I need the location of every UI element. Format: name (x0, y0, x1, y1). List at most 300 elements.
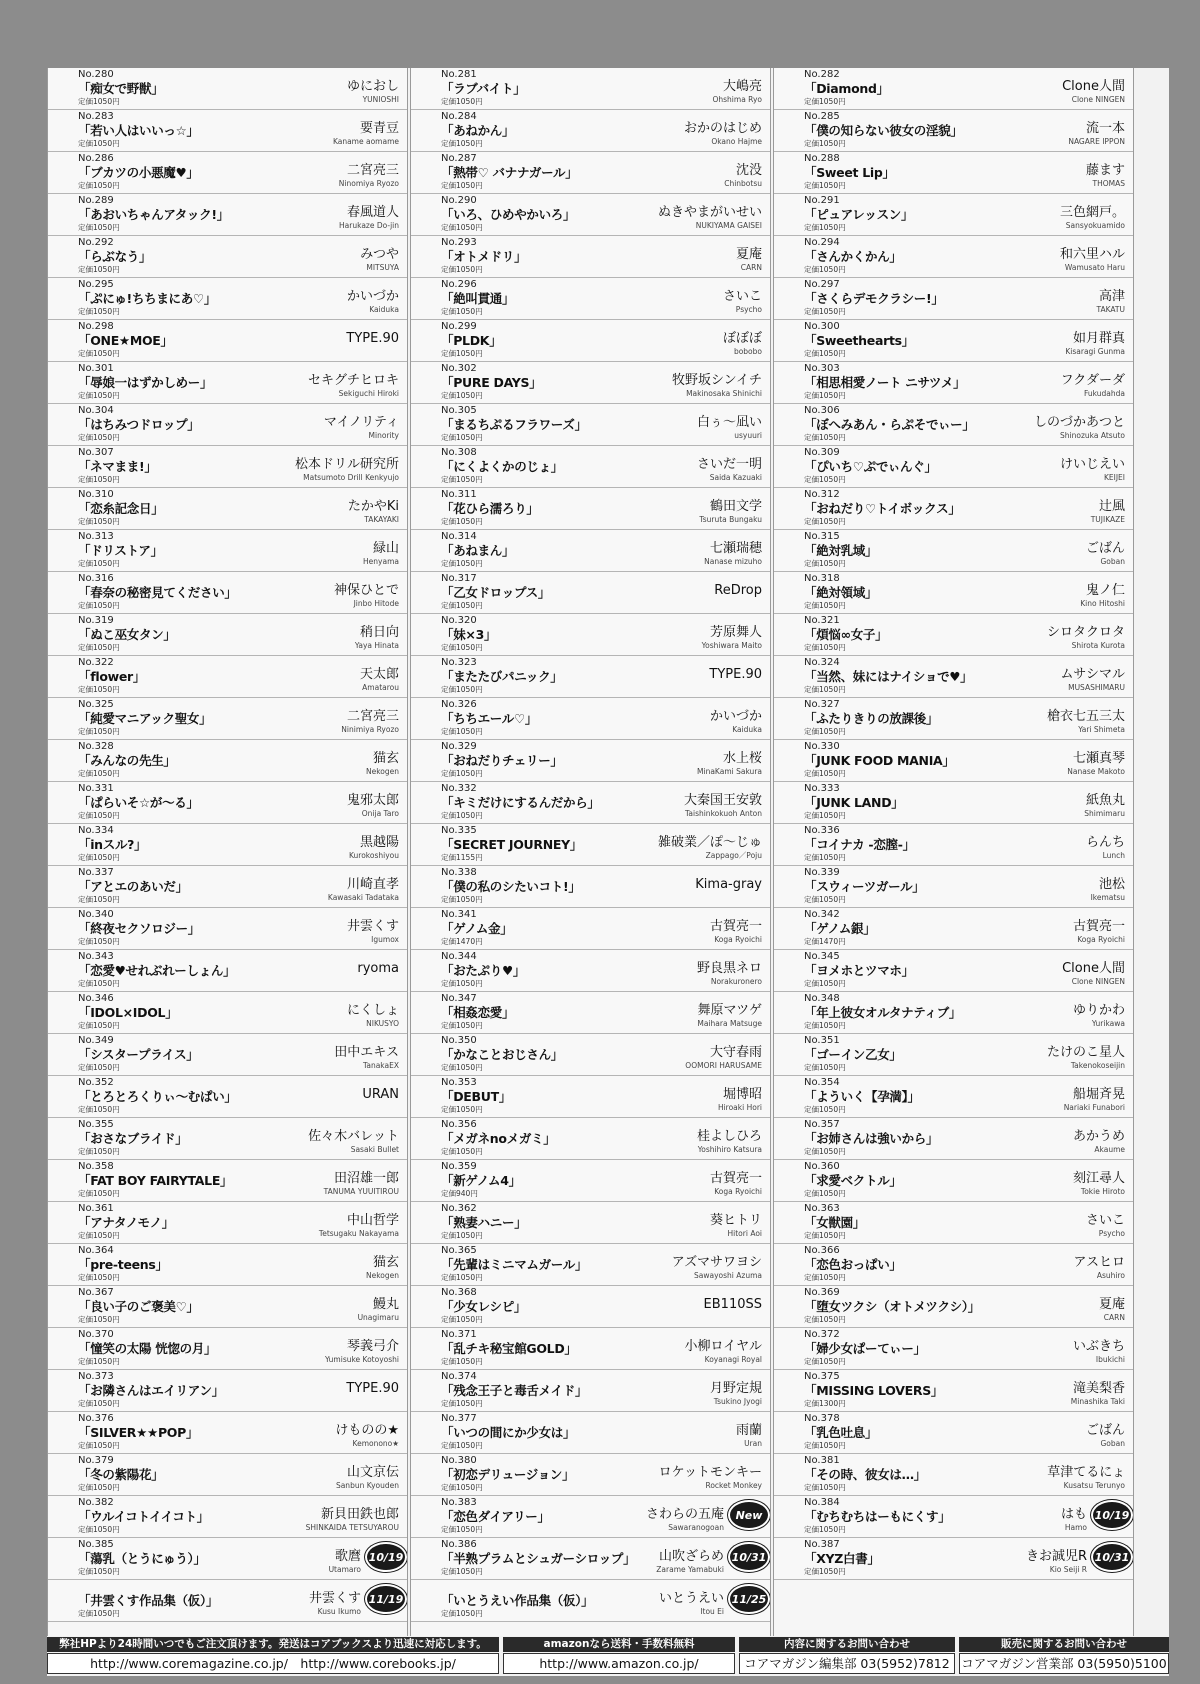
book-number: No.367 (78, 1287, 114, 1298)
book-title: 「絶対領域」 (804, 585, 878, 600)
book-number: No.283 (78, 111, 114, 122)
book-author-romaji: Saida Kazuaki (709, 473, 762, 482)
book-number: No.298 (78, 321, 114, 332)
book-author: 池松 (1098, 877, 1125, 892)
book-number: No.344 (441, 951, 477, 962)
book-author-romaji: Kio Seiji R (1049, 1565, 1087, 1574)
book-entry (411, 614, 770, 656)
book-number: No.379 (78, 1455, 114, 1466)
book-entry (411, 1244, 770, 1286)
book-author: アズマサワヨシ (671, 1255, 762, 1270)
book-author-romaji: Henyama (363, 557, 399, 566)
book-number: No.374 (441, 1371, 477, 1382)
book-number: No.337 (78, 867, 114, 878)
book-author-romaji: Tokie Hiroto (1080, 1187, 1125, 1196)
book-author-romaji: Itou Ei (700, 1607, 724, 1616)
book-entry (774, 656, 1133, 698)
book-author-romaji: Taishinkokuoh Anton (685, 809, 762, 818)
book-price: 定価1050円 (78, 1273, 120, 1282)
book-entry (411, 572, 770, 614)
book-author: 野良黒ネロ (696, 961, 762, 976)
footer-amazon-info (503, 1636, 735, 1676)
book-author-romaji: Rocket Monkey (705, 1481, 762, 1490)
book-title: 「婦少女ぱーてぃー」 (804, 1341, 926, 1356)
book-number: No.363 (804, 1203, 840, 1214)
book-author: フクダーダ (1060, 373, 1125, 388)
book-title: 「恋糸記念日」 (78, 501, 164, 516)
book-title: 「ゲノム金」 (441, 921, 513, 936)
book-price: 定価1050円 (441, 1483, 483, 1492)
book-number: No.316 (78, 573, 114, 584)
book-author-romaji: Onija Taro (361, 809, 399, 818)
book-title: 「シスタープライス」 (78, 1047, 199, 1062)
book-number: No.373 (78, 1371, 114, 1382)
book-title: 「年上彼女オルタナティブ」 (804, 1005, 962, 1020)
book-author-romaji: Sawaranogoan (668, 1523, 724, 1532)
book-author: 刻江尋人 (1072, 1171, 1125, 1186)
book-author: TYPE.90 (346, 1381, 399, 1396)
book-title: 「いろ、ひめやかいろ」 (441, 207, 576, 222)
book-title: 「PURE DAYS」 (441, 375, 542, 390)
book-author-romaji: Amatarou (362, 683, 399, 692)
book-number: No.375 (804, 1371, 840, 1382)
book-author-romaji: Harukaze Do-jin (339, 221, 399, 230)
book-entry (411, 1496, 770, 1538)
book-price: 定価1050円 (804, 1357, 846, 1366)
book-price: 定価1050円 (804, 1315, 846, 1324)
book-title: 「MISSING LOVERS」 (804, 1383, 944, 1398)
catalog-column (773, 68, 1134, 1638)
book-author: たかやKi (347, 499, 399, 514)
book-price: 定価1050円 (78, 559, 120, 568)
book-title: 「スウィーツガール」 (804, 879, 925, 894)
book-author: 辻風 (1098, 499, 1125, 514)
book-author: 松本ドリル研究所 (294, 457, 399, 472)
book-author-romaji: THOMAS (1092, 179, 1125, 188)
book-author-romaji: Kino Hitoshi (1080, 599, 1125, 608)
book-author-romaji: NAGARE IPPON (1068, 137, 1125, 146)
book-title: 「ヨメホとツマホ」 (804, 963, 914, 978)
book-entry (411, 908, 770, 950)
book-number: No.370 (78, 1329, 114, 1340)
book-entry (411, 278, 770, 320)
book-number: No.339 (804, 867, 840, 878)
book-author: ゆにおし (346, 79, 399, 94)
book-price: 定価1050円 (804, 223, 846, 232)
footer-amazon-url[interactable]: http://www.amazon.co.jp/ (503, 1653, 735, 1674)
book-author-romaji: Fukudahda (1084, 389, 1125, 398)
book-number: No.311 (441, 489, 477, 500)
book-author: ryoma (357, 961, 399, 976)
book-price: 定価1050円 (441, 1609, 483, 1618)
book-price: 定価1050円 (78, 1399, 120, 1408)
book-title: 「良い子のご褒美♡」 (78, 1299, 199, 1314)
book-author-romaji: Hitori Aoi (727, 1229, 762, 1238)
book-title: 「flower」 (78, 669, 146, 684)
book-number: No.353 (441, 1077, 477, 1088)
book-entry (774, 782, 1133, 824)
book-entry (411, 1454, 770, 1496)
book-author-romaji: Ibukichi (1095, 1355, 1125, 1364)
book-author-romaji: MITSUYA (366, 263, 399, 272)
book-number: No.281 (441, 69, 477, 80)
book-number: No.305 (441, 405, 477, 416)
book-entry (48, 1034, 407, 1076)
book-number: No.287 (441, 153, 477, 164)
book-entry (48, 698, 407, 740)
book-price: 定価1050円 (804, 601, 846, 610)
book-title: 「みんなの先生」 (78, 753, 176, 768)
book-price: 定価1050円 (441, 1021, 483, 1030)
book-price: 定価1050円 (441, 979, 483, 988)
book-number: No.341 (441, 909, 477, 920)
book-author-romaji: YUNIOSHI (362, 95, 399, 104)
book-title: 「キミだけにするんだから」 (441, 795, 600, 810)
book-author-romaji: KEIJEI (1103, 473, 1125, 482)
footer-order-urls[interactable]: http://www.coremagazine.co.jp/ http://www.corebooks.jp/ (47, 1653, 499, 1674)
book-price: 定価1050円 (804, 1441, 846, 1450)
book-author-romaji: Minashika Taki (1070, 1397, 1125, 1406)
book-title: 「ぴいち♡ぷでぃんぐ」 (804, 459, 937, 474)
book-price: 定価1155円 (441, 853, 483, 862)
book-number: No.366 (804, 1245, 840, 1256)
book-title: 「ぬこ巫女タン」 (78, 627, 176, 642)
book-title: 「妹×3」 (441, 627, 497, 642)
book-author-romaji: Igumox (371, 935, 399, 944)
book-number: No.355 (78, 1119, 114, 1130)
book-author: 歌麿 (334, 1549, 361, 1564)
book-entry (48, 68, 407, 110)
book-title: 「コイナカ -恋膣-」 (804, 837, 915, 852)
book-number: No.293 (441, 237, 477, 248)
book-title: 「井雲くす作品集（仮）」 (78, 1593, 219, 1608)
book-entry (411, 152, 770, 194)
book-entry (48, 278, 407, 320)
book-entry (411, 740, 770, 782)
book-title: 「ちちエール♡」 (441, 711, 538, 726)
book-entry (411, 1160, 770, 1202)
book-price: 定価1050円 (804, 349, 846, 358)
book-price: 定価1050円 (78, 937, 120, 946)
book-number: No.385 (78, 1539, 114, 1550)
book-author: 二宮亮三 (346, 709, 399, 724)
book-author: 芳原舞人 (709, 625, 762, 640)
book-title: 「おねだり♡トイボックス」 (804, 501, 961, 516)
book-author-romaji: Minority (368, 431, 399, 440)
book-title: 「とろとろくりぃ～むぱい」 (78, 1089, 237, 1104)
book-price: 定価1050円 (78, 1315, 120, 1324)
book-number: No.386 (441, 1539, 477, 1550)
book-author-romaji: Yari Shimeta (1078, 725, 1125, 734)
book-author: マイノリティ (323, 415, 399, 430)
book-title: 「ONE★MOE」 (78, 333, 173, 348)
book-price: 定価1050円 (804, 1525, 846, 1534)
book-number: No.312 (804, 489, 840, 500)
book-entry (774, 1034, 1133, 1076)
book-entry (774, 404, 1133, 446)
book-title: 「IDOL×IDOL」 (78, 1005, 178, 1020)
book-number: No.309 (804, 447, 840, 458)
book-number: No.323 (441, 657, 477, 668)
book-entry (774, 110, 1133, 152)
book-number: No.303 (804, 363, 840, 374)
book-title: 「いとうえい作品集（仮）」 (441, 1593, 594, 1608)
book-number: No.319 (78, 615, 114, 626)
book-author-romaji: Kurokoshiyou (349, 851, 399, 860)
book-author-romaji: Uran (744, 1439, 762, 1448)
book-entry (411, 866, 770, 908)
book-author-romaji: SHINKAIDA TETSUYAROU (305, 1523, 399, 1532)
book-price: 定価1050円 (804, 979, 846, 988)
book-author-romaji: MinaKami Sakura (697, 767, 762, 776)
book-author: 田沼雄一郎 (333, 1171, 399, 1186)
book-author-romaji: TAKAYAKI (364, 515, 399, 524)
book-title: 「終夜セクソロジー」 (78, 921, 201, 936)
book-entry (411, 1202, 770, 1244)
book-title: 「僕の私のシたいコト!」 (441, 879, 581, 894)
book-author: たけのこ星人 (1046, 1045, 1125, 1060)
book-author: 天太郎 (359, 667, 399, 682)
book-author: 流一本 (1085, 121, 1125, 136)
book-author: 猫玄 (372, 1255, 399, 1270)
book-number: No.377 (441, 1413, 477, 1424)
book-price: 定価1050円 (78, 853, 120, 862)
book-author-romaji: Hamo (1064, 1523, 1087, 1532)
book-author-romaji: TANUMA YUUITIROU (323, 1187, 399, 1196)
book-number: No.318 (804, 573, 840, 584)
book-entry (411, 1412, 770, 1454)
book-author-romaji: Sansyokuamido (1065, 221, 1125, 230)
book-number: No.322 (78, 657, 114, 668)
book-author: かいづか (709, 709, 762, 724)
book-author-romaji: Sekiguchi Hiroki (338, 389, 399, 398)
book-number: No.301 (78, 363, 114, 374)
release-date-badge: New (730, 1502, 768, 1528)
book-title: 「僕の知らない彼女の淫貌」 (804, 123, 963, 138)
book-entry (48, 530, 407, 572)
book-title: 「女獣園」 (804, 1215, 866, 1230)
book-number: No.336 (804, 825, 840, 836)
book-title: 「らぶなう」 (78, 249, 152, 264)
book-price: 定価1050円 (78, 1105, 120, 1114)
book-title: 「相姦恋愛」 (441, 1005, 515, 1020)
book-title: 「SILVER★★POP」 (78, 1425, 199, 1440)
book-price: 定価1050円 (78, 181, 120, 190)
footer-sales-phone: コアマガジン営業部 03(5950)5100 (959, 1653, 1169, 1674)
book-price: 定価1050円 (78, 1525, 120, 1534)
book-author-romaji: Makinosaka Shinichi (686, 389, 762, 398)
book-price: 定価1050円 (78, 97, 120, 106)
book-entry (48, 782, 407, 824)
book-entry (411, 992, 770, 1034)
book-price: 定価1050円 (441, 559, 483, 568)
book-price: 定価1050円 (804, 181, 846, 190)
book-number: No.294 (804, 237, 840, 248)
book-author: Clone人間 (1062, 79, 1125, 94)
book-entry (411, 110, 770, 152)
book-author: 春風道人 (346, 205, 399, 220)
book-author: 佐々木バレット (308, 1129, 399, 1144)
book-author-romaji: Koga Ryoichi (714, 1187, 762, 1196)
book-entry (411, 1580, 770, 1622)
book-author: Kima-gray (695, 877, 762, 892)
book-entry (48, 992, 407, 1034)
book-price: 定価1050円 (441, 223, 483, 232)
book-price: 定価1050円 (441, 433, 483, 442)
book-price: 定価1050円 (78, 685, 120, 694)
book-author: 田中エキス (334, 1045, 399, 1060)
book-number: No.290 (441, 195, 477, 206)
book-price: 定価1050円 (804, 643, 846, 652)
book-price: 定価1050円 (441, 1399, 483, 1408)
book-author-romaji: Tetsugaku Nakayama (318, 1229, 399, 1238)
book-author: 白ぅ～凪い (696, 415, 762, 430)
book-title: 「まるちぷるフラワーズ」 (441, 417, 587, 432)
book-price: 定価1050円 (804, 853, 846, 862)
book-entry (774, 1076, 1133, 1118)
book-author-romaji: Shirota Kurota (1071, 641, 1125, 650)
book-price: 定価1050円 (804, 1021, 846, 1030)
book-price: 定価1050円 (78, 1483, 120, 1492)
book-author: 雨蘭 (735, 1423, 762, 1438)
book-price: 定価1050円 (804, 265, 846, 274)
book-title: 「ぼへみあん・らぷそでぃー」 (804, 417, 975, 432)
book-entry (411, 362, 770, 404)
book-entry (774, 1118, 1133, 1160)
book-author: アスヒロ (1073, 1255, 1125, 1270)
book-number: No.365 (441, 1245, 477, 1256)
book-author-romaji: Lunch (1102, 851, 1125, 860)
book-entry (411, 446, 770, 488)
book-author: 七瀬真琴 (1072, 751, 1125, 766)
book-entry (411, 530, 770, 572)
book-title: 「痴女で野獣」 (78, 81, 164, 96)
book-entry (411, 404, 770, 446)
book-price: 定価1050円 (441, 601, 483, 610)
book-author-romaji: CARN (1103, 1313, 1125, 1322)
book-title: 「純愛マニアック聖女」 (78, 711, 212, 726)
book-price: 定価1050円 (804, 97, 846, 106)
book-entry (48, 824, 407, 866)
book-author-romaji: bobobo (733, 347, 762, 356)
book-title: 「恋色おっぱい」 (804, 1257, 902, 1272)
book-title: 「FAT BOY FAIRYTALE」 (78, 1173, 233, 1188)
book-author: さいこ (722, 289, 762, 304)
book-entry (774, 992, 1133, 1034)
book-author-romaji: Zarame Yamabuki (656, 1565, 724, 1574)
book-number: No.320 (441, 615, 477, 626)
book-title: 「冬の紫陽花」 (78, 1467, 164, 1482)
book-number: No.321 (804, 615, 840, 626)
book-entry (48, 1160, 407, 1202)
book-title: 「pre-teens」 (78, 1257, 168, 1272)
catalog-sheet (47, 68, 1169, 1638)
book-author-romaji: Kawasaki Tadataka (327, 893, 399, 902)
book-price: 定価1050円 (804, 433, 846, 442)
release-date-badge: 10/19 (1093, 1502, 1131, 1528)
book-price: 定価1050円 (441, 643, 483, 652)
catalog-column (410, 68, 771, 1638)
book-author: ロケットモンキー (658, 1465, 762, 1480)
release-date-badge: 11/19 (367, 1586, 405, 1612)
book-price: 定価1050円 (804, 1105, 846, 1114)
book-number: No.338 (441, 867, 477, 878)
book-author: シロタクロタ (1046, 625, 1125, 640)
book-price: 定価1050円 (804, 1231, 846, 1240)
book-entry (774, 1412, 1133, 1454)
book-price: 定価1050円 (78, 979, 120, 988)
book-title: 「あおいちゃんアタック!」 (78, 207, 229, 222)
book-price: 定価1050円 (78, 1609, 120, 1618)
book-title: 「ぷにゅ!ちちまにあ♡」 (78, 291, 217, 306)
book-author-romaji: Nekogen (365, 1271, 399, 1280)
book-price: 定価1050円 (78, 265, 120, 274)
book-price: 定価1050円 (804, 895, 846, 904)
book-number: No.334 (78, 825, 114, 836)
book-number: No.286 (78, 153, 114, 164)
book-title: 「お隣さんはエイリアン」 (78, 1383, 224, 1398)
book-author: 川崎直孝 (346, 877, 399, 892)
book-number: No.381 (804, 1455, 840, 1466)
book-author-romaji: TUJIKAZE (1090, 515, 1125, 524)
book-price: 定価1050円 (78, 601, 120, 610)
book-title: 「さんかくかん」 (804, 249, 902, 264)
book-author: 稍日向 (359, 625, 399, 640)
book-author: 三色網戸。 (1059, 205, 1125, 220)
book-author-romaji: Kaname aomame (332, 137, 399, 146)
book-number: No.356 (441, 1119, 477, 1130)
book-title: 「ネマまま!」 (78, 459, 157, 474)
book-author: さいだ一明 (696, 457, 762, 472)
book-author-romaji: TAKATU (1096, 305, 1125, 314)
book-price: 定価940円 (441, 1189, 478, 1198)
book-title: 「ウルイコトイイコト」 (78, 1509, 209, 1524)
book-author-romaji: Koga Ryoichi (1077, 935, 1125, 944)
book-title: 「半熟プラムとシュガーシロップ」 (441, 1551, 636, 1566)
catalog-column (47, 68, 408, 1638)
book-title: 「残念王子と毒舌メイド」 (441, 1383, 588, 1398)
book-author: 草津てるにょ (1047, 1465, 1125, 1480)
book-number: No.332 (441, 783, 477, 794)
book-number: No.282 (804, 69, 840, 80)
book-author: ごばん (1085, 1423, 1125, 1438)
book-number: No.307 (78, 447, 114, 458)
book-author: EB110SS (703, 1297, 762, 1312)
book-title: 「PLDK」 (441, 333, 502, 348)
book-price: 定価1050円 (441, 1273, 483, 1282)
book-title: 「新ゲノム4」 (441, 1173, 521, 1188)
book-author: おかのはじめ (683, 121, 762, 136)
book-entry (774, 614, 1133, 656)
book-entry (48, 1580, 407, 1622)
book-author: 鶴田文学 (709, 499, 762, 514)
book-entry (774, 488, 1133, 530)
book-entry (774, 530, 1133, 572)
book-author-romaji: Goban (1100, 1439, 1125, 1448)
book-price: 定価1050円 (441, 139, 483, 148)
book-title: 「あねまん」 (441, 543, 515, 558)
footer-sales-heading: 販売に関するお問い合わせ (959, 1637, 1169, 1652)
book-price: 定価1050円 (804, 769, 846, 778)
book-price: 定価1050円 (441, 727, 483, 736)
book-number: No.297 (804, 279, 840, 290)
book-entry (411, 782, 770, 824)
book-author: きお誠児R (1025, 1549, 1087, 1564)
book-author: ゆりかわ (1072, 1003, 1125, 1018)
book-title: 「オトメドリ」 (441, 249, 527, 264)
book-author-romaji: Hiroaki Hori (717, 1103, 762, 1112)
book-title: 「ブカツの小悪魔♥」 (78, 165, 199, 180)
